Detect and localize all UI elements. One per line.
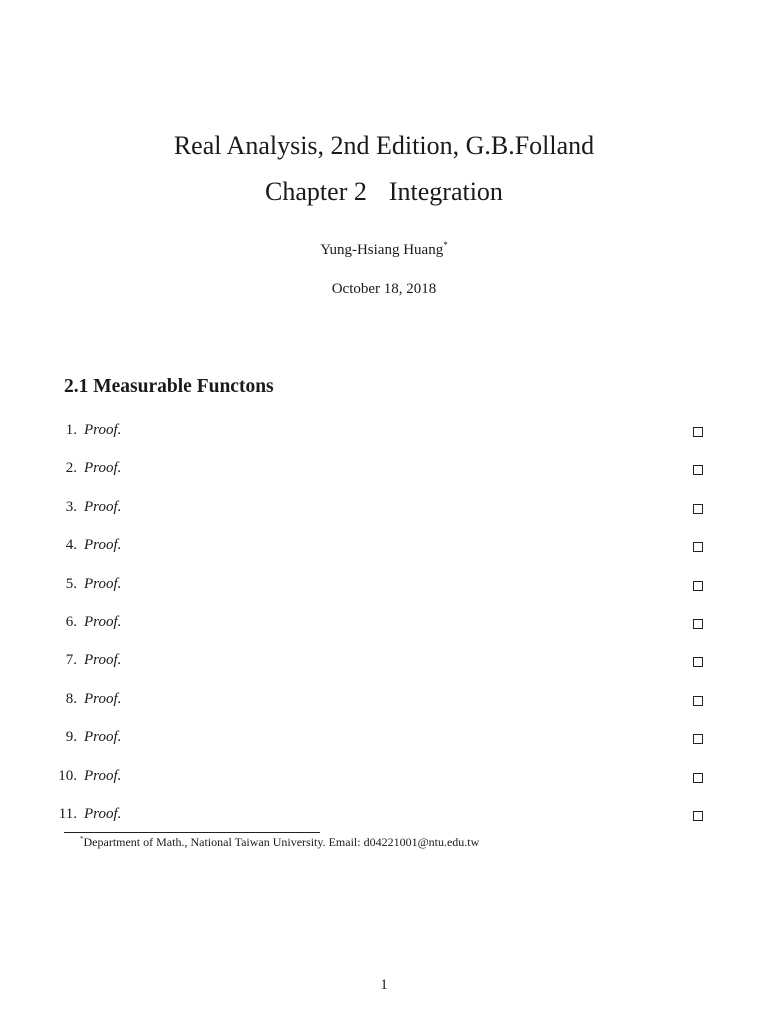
document-title: Real Analysis, 2nd Edition, G.B.Folland [173,131,595,160]
list-item [40,614,710,634]
qed-box-icon [693,542,703,552]
item-number: 8. [65,690,77,707]
qed-box-icon [693,619,703,629]
item-number: 6. [65,614,77,630]
proof-label: Proof. [84,460,122,477]
item-number: 1. [65,422,77,438]
proof-label: Proof. [84,806,122,822]
footnote-text: Department of Math., National Taiwan University. Email: d04221001@ntu.edu.tw [83,835,480,849]
qed-box-icon [693,773,703,783]
author-name: Yung-Hsiang Huang [320,242,444,258]
item-number: 3. [65,498,77,515]
list-item [40,460,710,480]
author [0,240,768,259]
proof-label: Proof. [84,537,122,554]
chapter-label: Chapter 2 [265,177,367,206]
list-item [40,806,710,826]
list-item [40,422,710,442]
date: October 18, 2018 [331,281,437,297]
chapter-name: Integration [388,177,503,206]
section-heading: 2.1 Measurable Functons [64,376,274,397]
proof-label: Proof. [84,690,122,707]
proof-label: Proof. [84,652,122,669]
qed-box-icon [693,657,703,667]
footnote-rule [64,832,320,833]
proof-label: Proof. [84,575,122,592]
qed-box-icon [693,465,703,475]
proof-label: Proof. [84,614,122,630]
qed-box-icon [693,696,703,706]
footnote [80,835,479,850]
list-item [40,499,710,519]
qed-box-icon [693,734,703,744]
proof-label: Proof. [84,498,122,515]
list-item [40,576,710,596]
item-number: 4. [65,537,77,554]
qed-box-icon [693,427,703,437]
item-number: 11. [58,806,77,822]
page-number: 1 [380,977,388,993]
item-number: 2. [65,460,77,477]
footnote-mark: * [443,240,448,250]
footnote-mark: * [80,835,84,843]
list-item [40,768,710,788]
item-number: 9. [65,729,77,746]
item-number: 10. [58,767,77,784]
qed-box-icon [693,811,703,821]
item-number: 5. [65,575,77,592]
list-item [40,652,710,672]
qed-box-icon [693,581,703,591]
qed-box-icon [693,504,703,514]
list-item [40,729,710,749]
item-number: 7. [65,652,77,669]
proof-label: Proof. [84,729,122,746]
list-item [40,691,710,711]
proof-label: Proof. [84,422,122,438]
chapter-heading [0,177,768,207]
proof-label: Proof. [84,767,122,784]
list-item [40,537,710,557]
